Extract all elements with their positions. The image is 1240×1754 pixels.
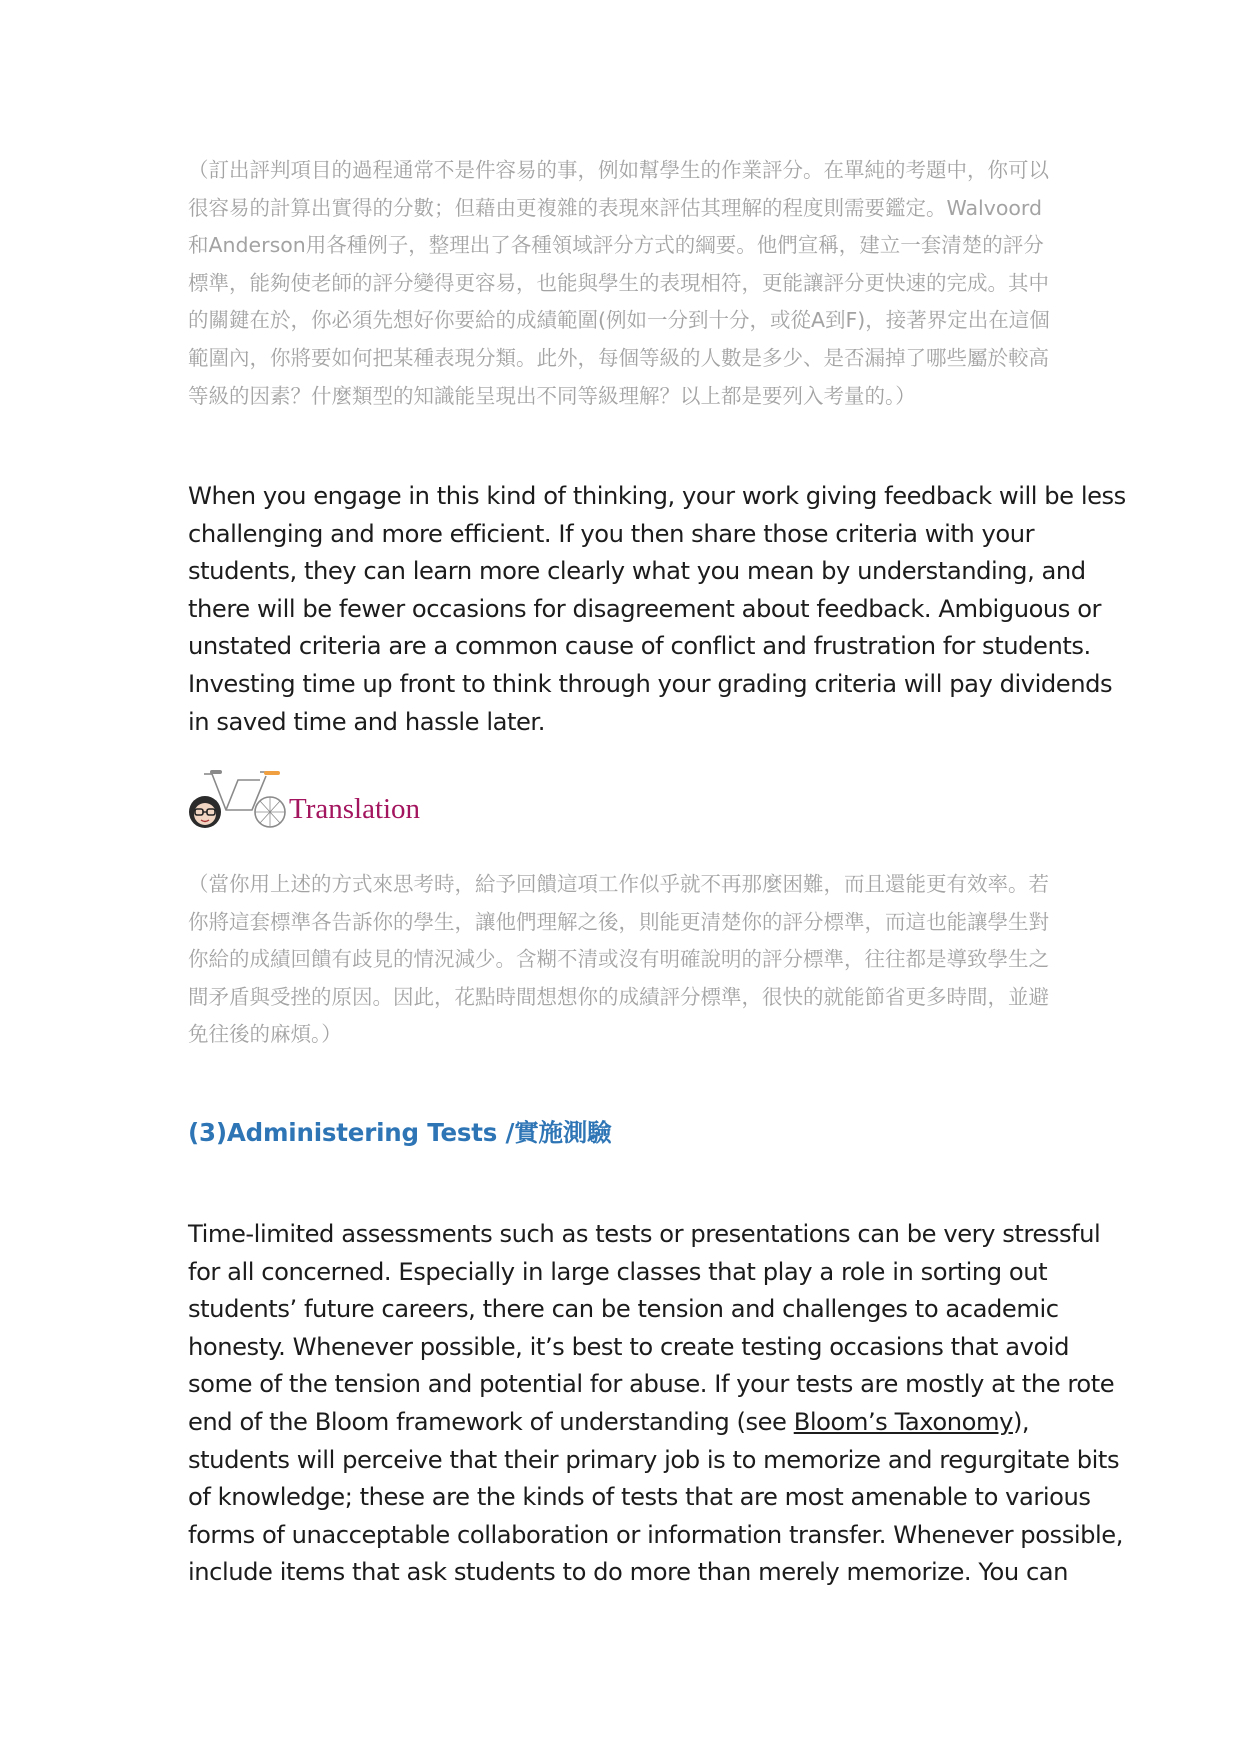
english-paragraph-feedback: When you engage in this kind of thinking, your work giving feedback will be less challenging and more efficient. If you then share those criteria with your students, they can learn more clearly what you mean by understanding, and there will be fewer occasions for disagreement about feedback. Ambiguous or unstated criteria are a common cause of conflict and frustration for students. Investing time up front to think through your grading criteria will pay dividends in saved time and hassle later.: [188, 482, 1126, 736]
translation-banner-label: Translation: [289, 793, 421, 825]
chinese-translation-paragraph-1: （訂出評判項目的過程通常不是件容易的事，例如幫學生的作業評分。在單純的考題中，你可以 很容易的計算出實得的分數；但藉由更複雜的表現來評估其理解的程度則需要鑑定。Walvoord 和Anderson用各種例子，整理出了各種領域評分方式的綱要。他們宣稱，建立一套清楚的評分 標準，能夠使老師的評分變得更容易，也能與學生的表現相符，更能讓評分更快速的完成。其中 的關鍵在於，你必須先想好你要給的成績範圍(例如一分到十分，或從A到F)，接著界定出在這個 範圍內，你將要如何把某種表現分類。此外，每個等級的人數是多少、是否漏掉了哪些屬於較高 等級的因素？什麼類型的知識能呈現出不同等級理解？以上都是要列入考量的。）: [188, 158, 1050, 408]
chinese-translation-paragraph-2: （當你用上述的方式來思考時，給予回饋這項工作似乎就不再那麼困難，而且還能更有效率。若 你將這套標準各告訴你的學生，讓他們理解之後，則能更清楚你的評分標準，而這也能讓學生對 你給的成績回饋有歧見的情況減少。含糊不清或沒有明確說明的評分標準，往往都是導致學生之 間矛盾與受挫的原因。因此，花點時間想想你的成績評分標準，很快的就能節省更多時間，並避 免往後的麻煩。）: [188, 872, 1049, 1047]
section-heading-administering-tests: (3)Administering Tests /實施測驗: [188, 1118, 612, 1147]
avatar: [189, 796, 221, 828]
text-line-with-link: end of the Bloom framework of understanding (see Bloom’s Taxonomy),: [188, 1407, 1030, 1436]
blooms-taxonomy-link[interactable]: Bloom’s Taxonomy: [793, 1407, 1013, 1436]
english-paragraph-administering-tests: Time-limited assessments such as tests or presentations can be very stressful for all concerned. Especially in large classes that play a role in sorting out students’ future careers, there can be tension and challenges to academic honesty. Whenever possible, it’s best to create testing occasions that avoid some of the tension and potential for abuse. If your tests are mostly at the rote end of the Bloom framework of understanding (see Bloom’s Taxonomy), students will perceive that their primary job is to memorize and regurgitate bits of knowledge; these are the kinds of tests that are most amenable to various forms of unacceptable collaboration or information transfer. Whenever possible, include items that ask students to do more than merely memorize. You can: [188, 1220, 1123, 1587]
